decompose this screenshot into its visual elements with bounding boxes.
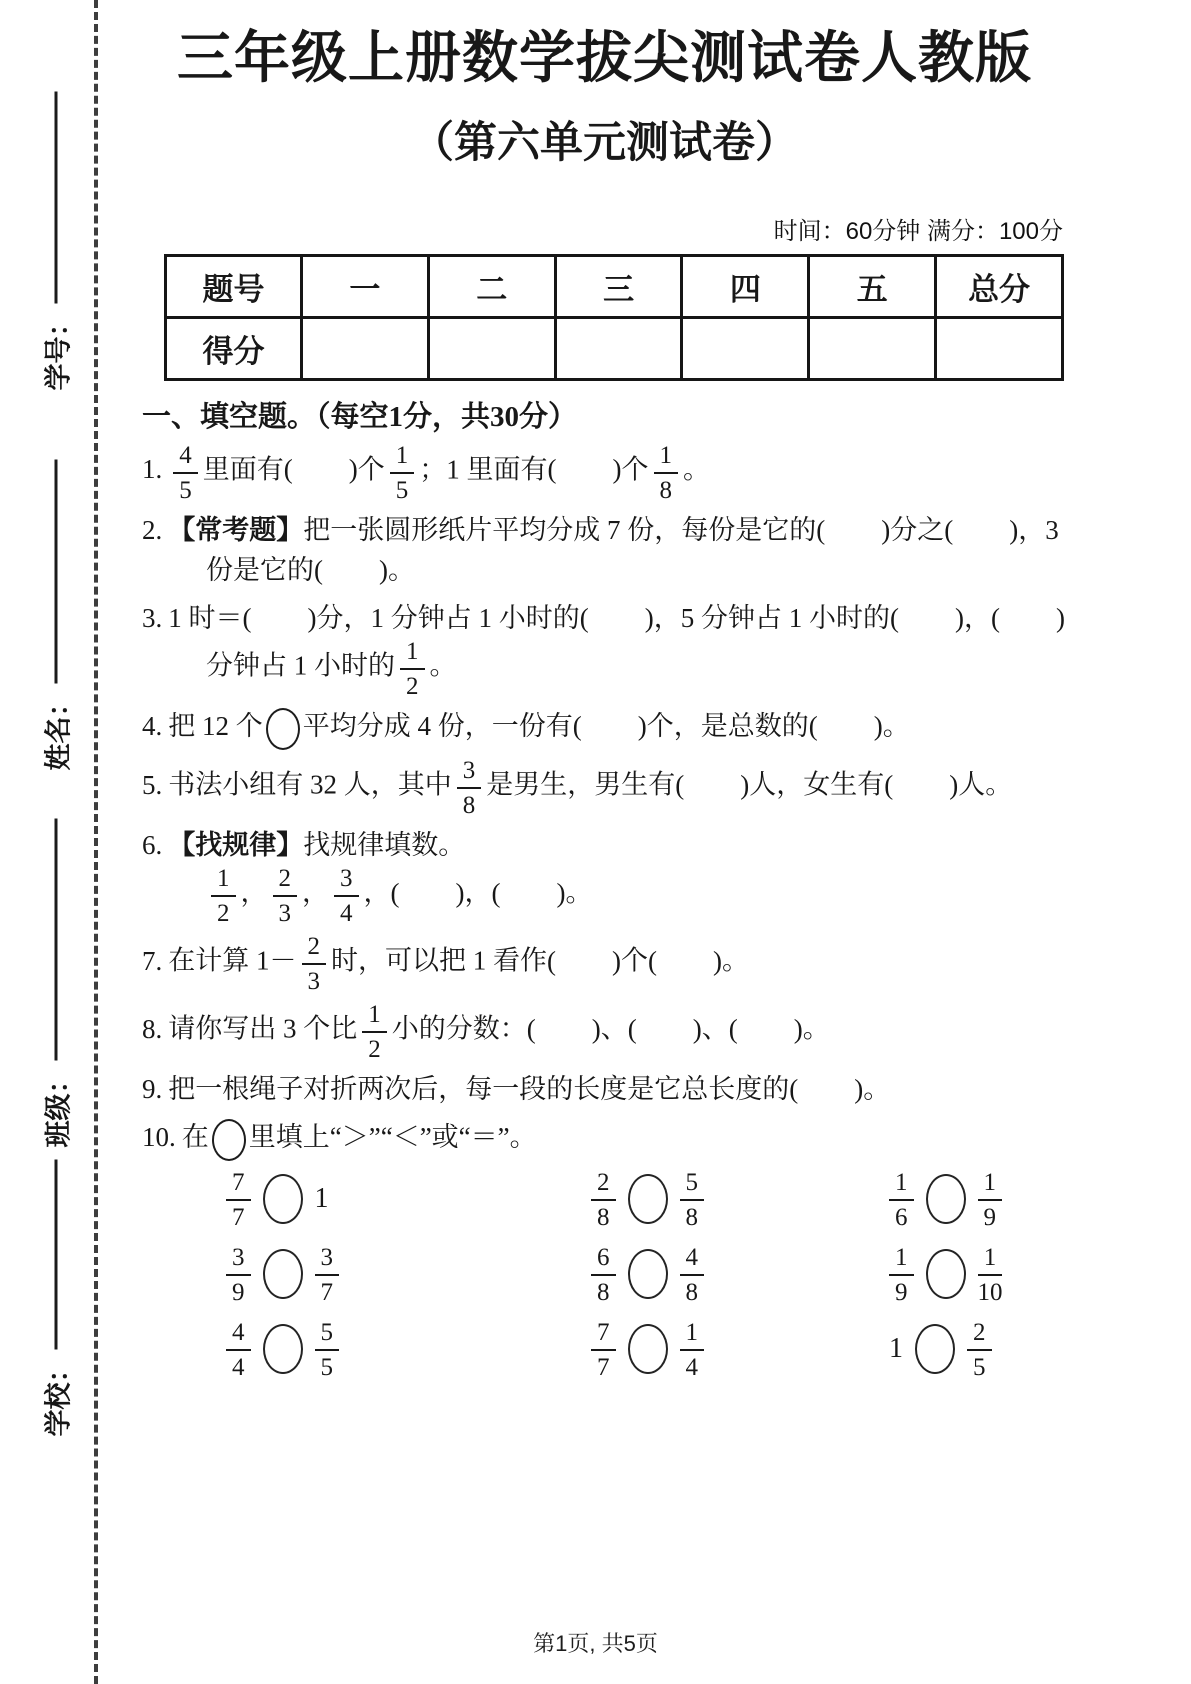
- margin-field-label: 学校：: [43, 1355, 74, 1437]
- blank-paren: (: [648, 946, 657, 977]
- fill-line: [55, 1160, 58, 1350]
- fraction-denominator: 9: [895, 1278, 908, 1306]
- question-text: 请你写出 3 个比: [168, 1014, 358, 1045]
- fraction-numerator: 3: [226, 1244, 251, 1276]
- fraction: [315, 1244, 340, 1305]
- fraction-numerator: 4: [680, 1244, 705, 1276]
- margin-field-label: 班级：: [43, 1066, 74, 1148]
- answer-blank: [729, 1014, 803, 1044]
- blank-paren: (: [944, 514, 954, 545]
- answer-blank: [243, 603, 317, 633]
- blank-paren: (: [547, 454, 557, 485]
- fraction: [302, 933, 327, 994]
- question-text: 。: [683, 454, 710, 485]
- score-cell: [936, 317, 1063, 379]
- margin-field-label: 姓名：: [43, 689, 74, 771]
- question-text: 。: [802, 1014, 830, 1045]
- fraction-numerator: 7: [591, 1319, 616, 1351]
- margin-field-student-name: [37, 460, 76, 771]
- answer-blank: [527, 1014, 601, 1044]
- score-cell: [682, 317, 809, 379]
- fraction-numerator: 1: [889, 1169, 914, 1201]
- fraction-denominator: 8: [685, 1203, 698, 1231]
- comparison-item: [889, 1169, 1067, 1230]
- fill-line: [55, 819, 58, 1061]
- binding-dotted-line: [94, 0, 98, 1684]
- fraction: [211, 865, 236, 926]
- blank-paren: ): [713, 946, 722, 977]
- answer-blank: [884, 770, 958, 800]
- question-text: 、: [701, 1014, 729, 1045]
- fraction-denominator: 8: [685, 1278, 698, 1306]
- fraction-numerator: 5: [315, 1319, 340, 1351]
- answer-blank: [314, 555, 388, 585]
- question-text: 在计算 1－: [168, 946, 297, 977]
- fraction-numerator: 1: [654, 442, 679, 474]
- question-text: 人。: [958, 769, 1013, 800]
- fraction-numerator: 5: [680, 1169, 705, 1201]
- blank-paren: (: [390, 878, 400, 909]
- question-text: 。: [429, 650, 457, 681]
- blank-paren: (: [816, 514, 826, 545]
- answer-blank: [391, 878, 465, 908]
- fraction-denominator: 9: [983, 1203, 996, 1231]
- blank-paren: ): [591, 1014, 601, 1045]
- question-text: 时，可以把 1 看作: [331, 946, 547, 977]
- fraction-denominator: 5: [395, 476, 409, 504]
- question-5: [142, 757, 1067, 818]
- fraction-denominator: 2: [368, 1036, 381, 1064]
- question-text: 把一张圆形纸片平均分成 7 份，每份是它的: [303, 514, 817, 545]
- question-text: 。: [388, 555, 415, 586]
- score-table-header-cell: 一: [302, 255, 429, 317]
- blank-paren: (: [890, 602, 899, 633]
- question-number: 1.: [142, 454, 163, 485]
- fraction-denominator: 3: [307, 968, 320, 996]
- question-text: 个: [621, 946, 648, 977]
- fraction-numerator: 3: [315, 1244, 340, 1276]
- margin-field-school: [37, 1160, 76, 1437]
- question-2: [142, 510, 1067, 591]
- comparison-grid: [142, 1169, 1067, 1380]
- answer-blank: [890, 603, 964, 633]
- fraction-denominator: 4: [340, 900, 353, 928]
- fraction: [889, 1244, 914, 1305]
- page-footer: 第1页, 共5页: [533, 1631, 658, 1656]
- fraction-denominator: 8: [597, 1203, 610, 1231]
- blank-paren: ): [1056, 602, 1065, 633]
- fraction: [591, 1169, 616, 1230]
- fraction-numerator: 6: [591, 1244, 616, 1276]
- question-7: [142, 933, 1067, 994]
- question-text: 分钟占 1 小时的: [206, 650, 395, 681]
- integer-operand: 1: [889, 1333, 903, 1365]
- fraction-numerator: 2: [273, 865, 298, 897]
- score-table: [164, 254, 1064, 381]
- question-text: 个，是总数的: [646, 711, 809, 742]
- compare-circle: [263, 1174, 303, 1224]
- fraction-denominator: 8: [659, 476, 672, 504]
- question-text: 个: [357, 454, 385, 485]
- page-content: [142, 26, 1067, 1380]
- score-table-header-cell: 四: [682, 255, 809, 317]
- answer-blank: [816, 515, 890, 545]
- blank-paren: ): [949, 769, 959, 800]
- question-text: 。: [863, 1074, 891, 1105]
- score-cell: [809, 317, 936, 379]
- fraction-denominator: 6: [895, 1203, 908, 1231]
- blank-paren: (: [789, 1074, 799, 1105]
- answer-blank: [548, 454, 622, 484]
- blank-paren: ): [348, 454, 358, 485]
- question-number: 2.: [142, 514, 163, 545]
- fraction: [680, 1244, 705, 1305]
- fraction: [967, 1319, 992, 1380]
- score-cell: [428, 317, 555, 379]
- question-tag: 【找规律】: [168, 829, 304, 860]
- score-table-header-row: [166, 255, 1063, 317]
- score-table-header-cell: 五: [809, 255, 936, 317]
- answer-blank: [648, 946, 722, 976]
- score-table-header-cell: 三: [555, 255, 682, 317]
- fraction-numerator: 3: [457, 757, 482, 789]
- compare-circle: [628, 1249, 668, 1299]
- integer-operand: 1: [314, 1183, 329, 1215]
- question-8: [142, 1001, 1067, 1062]
- fraction-numerator: 1: [889, 1244, 914, 1276]
- blank-paren: ): [793, 1014, 803, 1045]
- fill-line: [55, 460, 58, 684]
- blank-paren: (: [884, 769, 894, 800]
- blank-paren: (: [728, 1014, 738, 1045]
- comparison-item: [889, 1319, 1067, 1380]
- fraction-denominator: 5: [973, 1353, 986, 1381]
- comparison-item: [591, 1169, 889, 1230]
- blank-paren: ): [455, 878, 465, 909]
- fraction-numerator: 1: [978, 1169, 1003, 1201]
- fraction-denominator: 2: [217, 900, 230, 928]
- section-heading: 一、填空题。（每空1分，共30分）: [142, 400, 578, 433]
- blank-paren: ): [854, 1074, 864, 1105]
- fraction: [400, 638, 425, 699]
- question-text: 、: [600, 1014, 628, 1045]
- answer-blank: [547, 946, 621, 976]
- question-text: 。: [722, 946, 749, 977]
- fraction-denominator: 8: [597, 1278, 610, 1306]
- fraction-numerator: 1: [211, 865, 236, 897]
- page-subtitle: （第六单元测试卷）: [411, 120, 798, 168]
- score-table-header-cell: 总分: [936, 255, 1063, 317]
- answer-blank: [809, 711, 883, 741]
- fraction-denominator: 8: [462, 791, 476, 819]
- fraction-numerator: 2: [302, 933, 327, 965]
- question-number: 8.: [142, 1014, 163, 1045]
- fraction: [591, 1244, 616, 1305]
- fraction: [173, 442, 198, 503]
- blank-paren: (: [242, 602, 252, 633]
- question-text: ，5 分钟占 1 小时的: [653, 602, 890, 633]
- fraction-numerator: 1: [390, 442, 415, 474]
- question-3: [142, 598, 1067, 700]
- fraction-numerator: 3: [334, 865, 359, 897]
- blank-paren: (: [283, 454, 293, 485]
- fraction-denominator: 4: [232, 1353, 245, 1381]
- score-cell: [302, 317, 429, 379]
- compare-circle: [263, 1249, 303, 1299]
- question-text: ，: [363, 878, 391, 909]
- question-text: 在: [181, 1121, 209, 1152]
- score-table-header-cell: 二: [428, 255, 555, 317]
- fill-line: [55, 92, 58, 304]
- blank-paren: ): [644, 602, 654, 633]
- question-number: 6.: [142, 829, 163, 860]
- question-text: ；1 里面有: [419, 454, 548, 485]
- blank-paren: ): [612, 454, 622, 485]
- fraction: [591, 1319, 616, 1380]
- question-text: 分之: [890, 514, 945, 545]
- fraction: [680, 1169, 705, 1230]
- fraction-numerator: 4: [173, 442, 198, 474]
- answer-blank: [789, 1074, 863, 1104]
- question-text: 1 时＝: [168, 602, 243, 633]
- questions: [142, 442, 1067, 1161]
- fraction-denominator: 4: [685, 1353, 698, 1381]
- fraction-denominator: 2: [406, 673, 419, 701]
- question-text: 分，1 分钟占 1 小时的: [316, 602, 580, 633]
- question-number: 7.: [142, 946, 163, 977]
- comparison-item: [226, 1169, 591, 1230]
- fraction: [226, 1244, 251, 1305]
- fraction-denominator: 10: [977, 1278, 1003, 1306]
- blank-paren: ): [1009, 514, 1019, 545]
- fraction: [273, 865, 298, 926]
- blank-paren: (: [572, 711, 582, 742]
- fraction: [226, 1319, 251, 1380]
- question-text: 找规律填数。: [303, 829, 466, 860]
- blank-paren: (: [579, 602, 589, 633]
- question-text: ，: [964, 602, 991, 633]
- fraction-denominator: 3: [278, 900, 291, 928]
- fraction: [978, 1169, 1003, 1230]
- fraction-numerator: 1: [978, 1244, 1003, 1276]
- question-text: ，: [240, 878, 268, 909]
- question-tag: 【常考题】: [168, 514, 304, 545]
- fraction-numerator: 1: [400, 638, 425, 670]
- question-text: 人，女生有: [749, 769, 885, 800]
- question-text: 小的分数：: [391, 1014, 527, 1045]
- comparison-item: [889, 1244, 1067, 1305]
- blank-paren: ): [692, 1014, 702, 1045]
- blank-paren: ): [955, 602, 964, 633]
- question-number: 9.: [142, 1074, 163, 1105]
- question-1: [142, 442, 1067, 503]
- question-text: 里填上“＞”“＜”或“＝”。: [248, 1121, 537, 1152]
- question-text: 把一根绳子对折两次后，每一段的长度是它总长度的: [168, 1074, 790, 1105]
- fraction: [226, 1169, 251, 1230]
- question-10: [142, 1117, 1067, 1161]
- fraction: [978, 1244, 1003, 1305]
- answer-blank: [944, 515, 1018, 545]
- question-text: ，3 份是它的: [206, 514, 1059, 586]
- score-table-score-row: [166, 317, 1063, 379]
- fraction-numerator: 2: [967, 1319, 992, 1351]
- comparison-item: [591, 1244, 889, 1305]
- fraction-numerator: 4: [226, 1319, 251, 1351]
- blank-paren: ): [881, 514, 891, 545]
- question-number: 5.: [142, 769, 163, 800]
- blank-paren: (: [547, 946, 556, 977]
- margin-field-student-id: [37, 92, 76, 391]
- page-title: 三年级上册数学拔尖测试卷人教版: [177, 28, 1032, 90]
- blank-paren: ): [556, 878, 566, 909]
- compare-circle: [926, 1174, 966, 1224]
- question-number: 4.: [142, 711, 163, 742]
- fraction-denominator: 9: [232, 1278, 245, 1306]
- fraction: [390, 442, 415, 503]
- answer-blank: [628, 1014, 702, 1044]
- blank-paren: (: [627, 1014, 637, 1045]
- blank-paren: (: [675, 769, 685, 800]
- compare-circle: [263, 1324, 303, 1374]
- question-text: 是男生，男生有: [486, 769, 676, 800]
- score-row-label: 得分: [166, 317, 302, 379]
- margin-field-label: 学号：: [43, 309, 74, 391]
- blank-paren: (: [991, 602, 1000, 633]
- compare-circle: [266, 708, 300, 750]
- question-text: 个: [621, 454, 649, 485]
- blank-paren: ): [307, 602, 317, 633]
- score-table-body: [166, 255, 1063, 379]
- comparison-item: [591, 1319, 889, 1380]
- question-text: 里面有: [202, 454, 284, 485]
- fraction: [315, 1319, 340, 1380]
- blank-paren: ): [873, 711, 883, 742]
- fraction: [334, 865, 359, 926]
- fraction-denominator: 7: [320, 1278, 333, 1306]
- compare-circle: [915, 1324, 955, 1374]
- margin-field-class: [37, 819, 76, 1148]
- fraction-numerator: 7: [226, 1169, 251, 1201]
- fraction-denominator: 5: [320, 1353, 333, 1381]
- compare-circle: [628, 1174, 668, 1224]
- question-number: 10.: [142, 1121, 176, 1152]
- question-text: 。: [565, 878, 593, 909]
- question-text: 书法小组有 32 人，其中: [168, 769, 452, 800]
- fraction: [889, 1169, 914, 1230]
- answer-blank: [573, 711, 647, 741]
- comparison-item: [226, 1319, 591, 1380]
- blank-paren: (: [314, 555, 323, 586]
- question-text: 平均分成 4 份，一份有: [302, 711, 573, 742]
- fraction-denominator: 7: [232, 1203, 245, 1231]
- answer-blank: [991, 603, 1065, 633]
- answer-blank: [580, 603, 654, 633]
- fraction-numerator: 1: [680, 1319, 705, 1351]
- blank-paren: ): [637, 711, 647, 742]
- exam-meta: 时间：60分钟 满分：100分: [773, 217, 1063, 245]
- question-text: 。: [882, 711, 910, 742]
- fraction: [680, 1319, 705, 1380]
- fraction: [654, 442, 679, 503]
- answer-blank: [675, 770, 749, 800]
- blank-paren: ): [379, 555, 388, 586]
- question-number: 3.: [142, 602, 163, 633]
- compare-circle: [628, 1324, 668, 1374]
- fraction-denominator: 5: [179, 476, 192, 504]
- blank-paren: ): [612, 946, 621, 977]
- comparison-item: [226, 1244, 591, 1305]
- question-text: ，: [464, 878, 492, 909]
- compare-circle: [926, 1249, 966, 1299]
- compare-circle: [212, 1119, 246, 1161]
- fraction-numerator: 2: [591, 1169, 616, 1201]
- question-4: [142, 706, 1067, 750]
- fraction: [457, 757, 482, 818]
- fraction: [362, 1001, 387, 1062]
- score-cell: [555, 317, 682, 379]
- blank-paren: (: [526, 1014, 536, 1045]
- question-text: ，: [302, 878, 329, 909]
- fraction-numerator: 1: [362, 1001, 387, 1033]
- answer-blank: [284, 454, 358, 484]
- fraction-denominator: 7: [597, 1353, 610, 1381]
- question-text: 把 12 个: [168, 711, 263, 742]
- blank-paren: (: [808, 711, 818, 742]
- question-9: [142, 1069, 1067, 1110]
- answer-blank: [492, 878, 566, 908]
- blank-paren: (: [491, 878, 501, 909]
- blank-paren: ): [740, 769, 750, 800]
- question-6: [142, 825, 1067, 927]
- score-table-corner-cell: 题号: [166, 255, 302, 317]
